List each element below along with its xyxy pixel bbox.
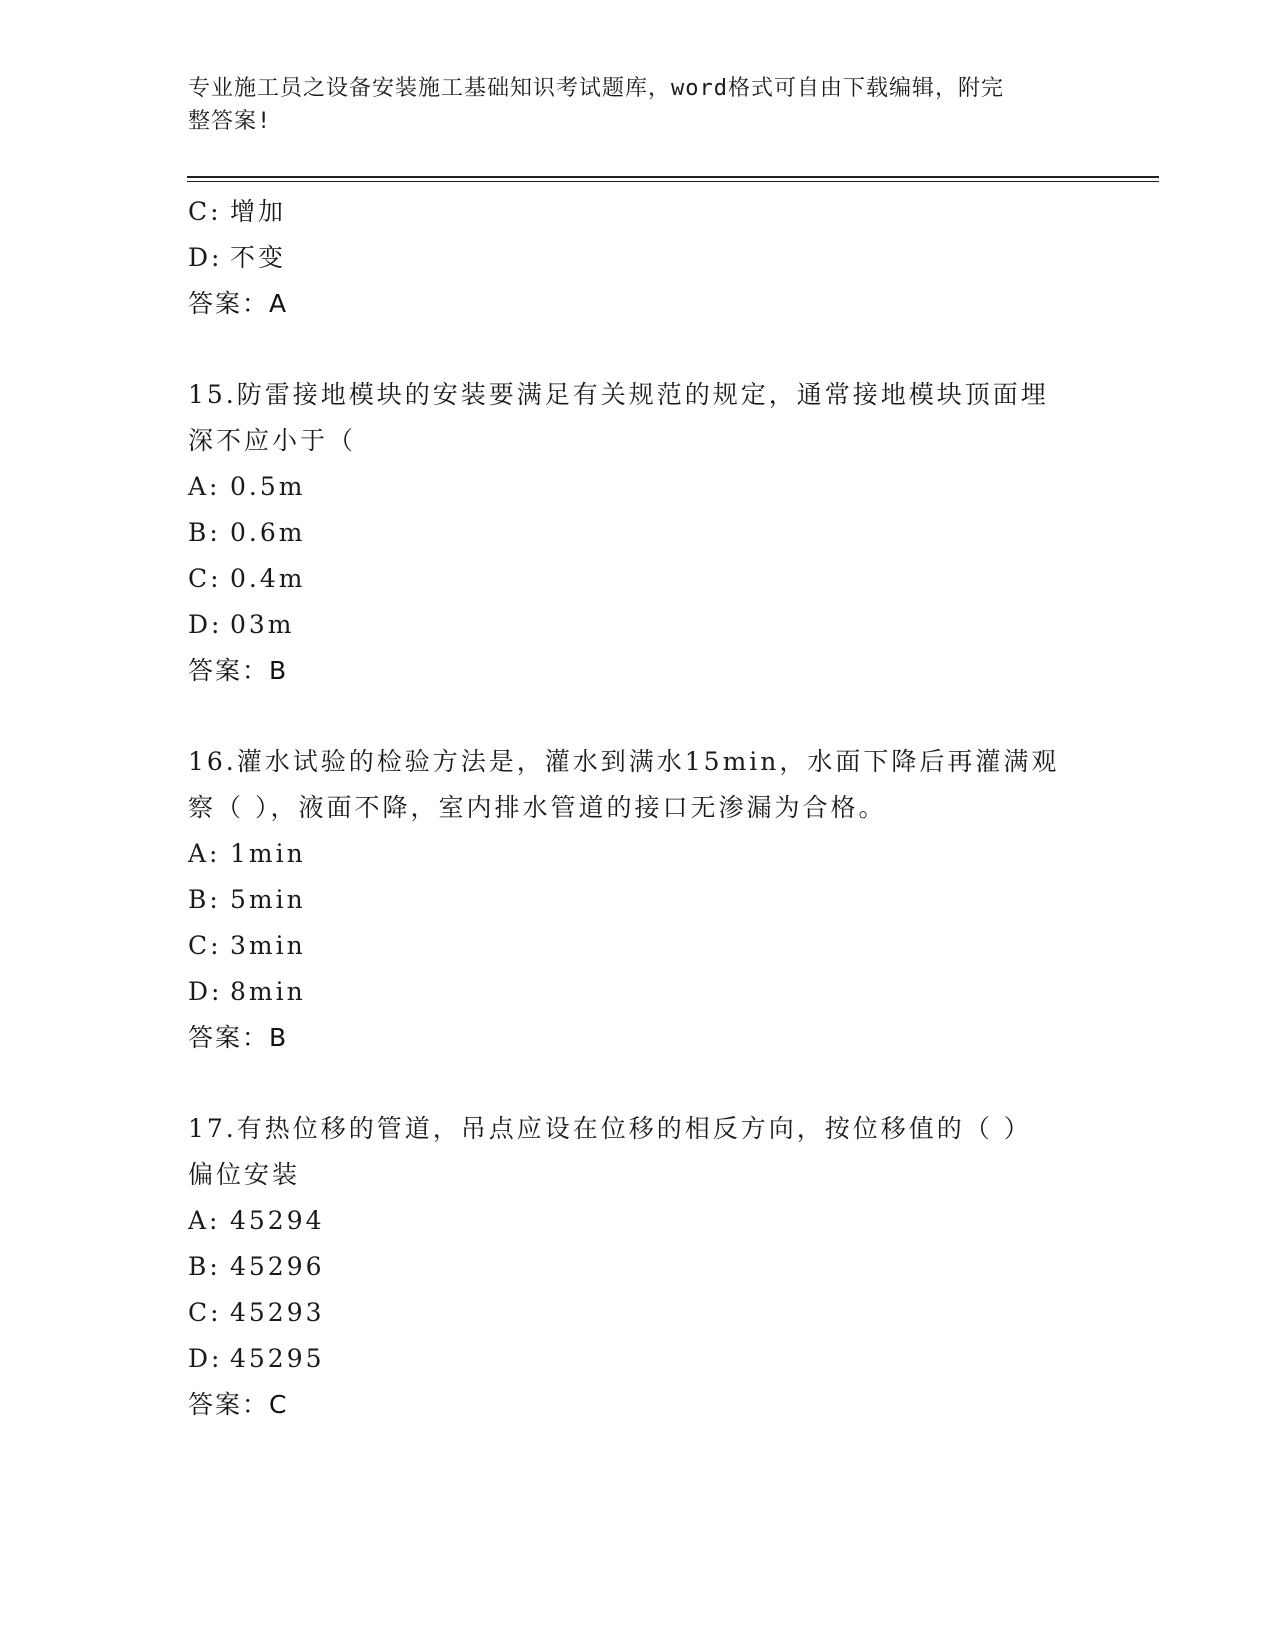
option-text: 45295 <box>230 1344 325 1373</box>
question-text-line-2: 察（ ），液面不降，室内排水管道的接口无渗漏为合格。 <box>188 793 887 822</box>
option-key: A: <box>188 839 221 868</box>
option-d <box>188 969 1088 1015</box>
option-key: A: <box>188 472 221 501</box>
option-key: C: <box>188 564 222 593</box>
option-c <box>188 189 1088 235</box>
option-text: 0.4m <box>230 564 306 593</box>
answer-line: 答案：C <box>188 1390 289 1419</box>
option-b <box>188 510 1088 556</box>
question-text-line-2: 偏位安装 <box>188 1160 301 1189</box>
option-b <box>188 877 1088 923</box>
option-d <box>188 1336 1088 1382</box>
option-key: C: <box>188 197 222 226</box>
question-text-line-1: 17.有热位移的管道，吊点应设在位移的相反方向，按位移值的（ ） <box>188 1114 1032 1143</box>
question-text-line-1: 15.防雷接地模块的安装要满足有关规范的规定，通常接地模块顶面埋 <box>188 380 1049 409</box>
document-header <box>188 72 1068 138</box>
option-key: D: <box>188 1344 223 1373</box>
option-a <box>188 464 1088 510</box>
option-key: B: <box>188 518 221 547</box>
option-d <box>188 602 1088 648</box>
option-text: 0.5m <box>230 472 306 501</box>
option-text: 45293 <box>230 1298 325 1327</box>
option-key: D: <box>188 977 223 1006</box>
question-list <box>188 189 1088 1428</box>
option-text: 1min <box>230 839 306 868</box>
question-text-line-2: 深不应小于（ <box>188 426 357 455</box>
option-b <box>188 1244 1088 1290</box>
option-text: 45296 <box>230 1252 325 1281</box>
question-text-line-1: 16.灌水试验的检验方法是，灌水到满水15min，水面下降后再灌满观 <box>188 747 1060 776</box>
option-text: 3min <box>230 931 306 960</box>
option-key: B: <box>188 1252 221 1281</box>
option-a <box>188 1198 1088 1244</box>
answer-line: 答案：A <box>188 289 289 318</box>
option-key: A: <box>188 1206 221 1235</box>
option-text: 0.6m <box>230 518 306 547</box>
option-key: D: <box>188 243 223 272</box>
answer-line: 答案：B <box>188 656 289 685</box>
option-text: 45294 <box>230 1206 325 1235</box>
option-text: 不变 <box>230 243 287 272</box>
option-a <box>188 831 1088 877</box>
option-key: C: <box>188 1298 222 1327</box>
option-text: 8min <box>230 977 306 1006</box>
header-divider-thin <box>187 181 1159 182</box>
header-line-1: 专业施工员之设备安装施工基础知识考试题库，word格式可自由下载编辑，附完 <box>188 76 1004 101</box>
option-text: 03m <box>230 610 295 639</box>
option-text: 增加 <box>230 197 287 226</box>
header-line-2: 整答案! <box>188 109 272 134</box>
option-d <box>188 235 1088 281</box>
option-c <box>188 556 1088 602</box>
option-key: D: <box>188 610 223 639</box>
header-divider <box>187 176 1159 178</box>
option-key: C: <box>188 931 222 960</box>
option-c <box>188 1290 1088 1336</box>
option-c <box>188 923 1088 969</box>
question-16 <box>188 739 1088 1061</box>
answer-line: 答案：B <box>188 1023 289 1052</box>
question-15 <box>188 372 1088 694</box>
option-key: B: <box>188 885 221 914</box>
question-17 <box>188 1106 1088 1428</box>
question-14-tail <box>188 189 1088 327</box>
option-text: 5min <box>230 885 306 914</box>
